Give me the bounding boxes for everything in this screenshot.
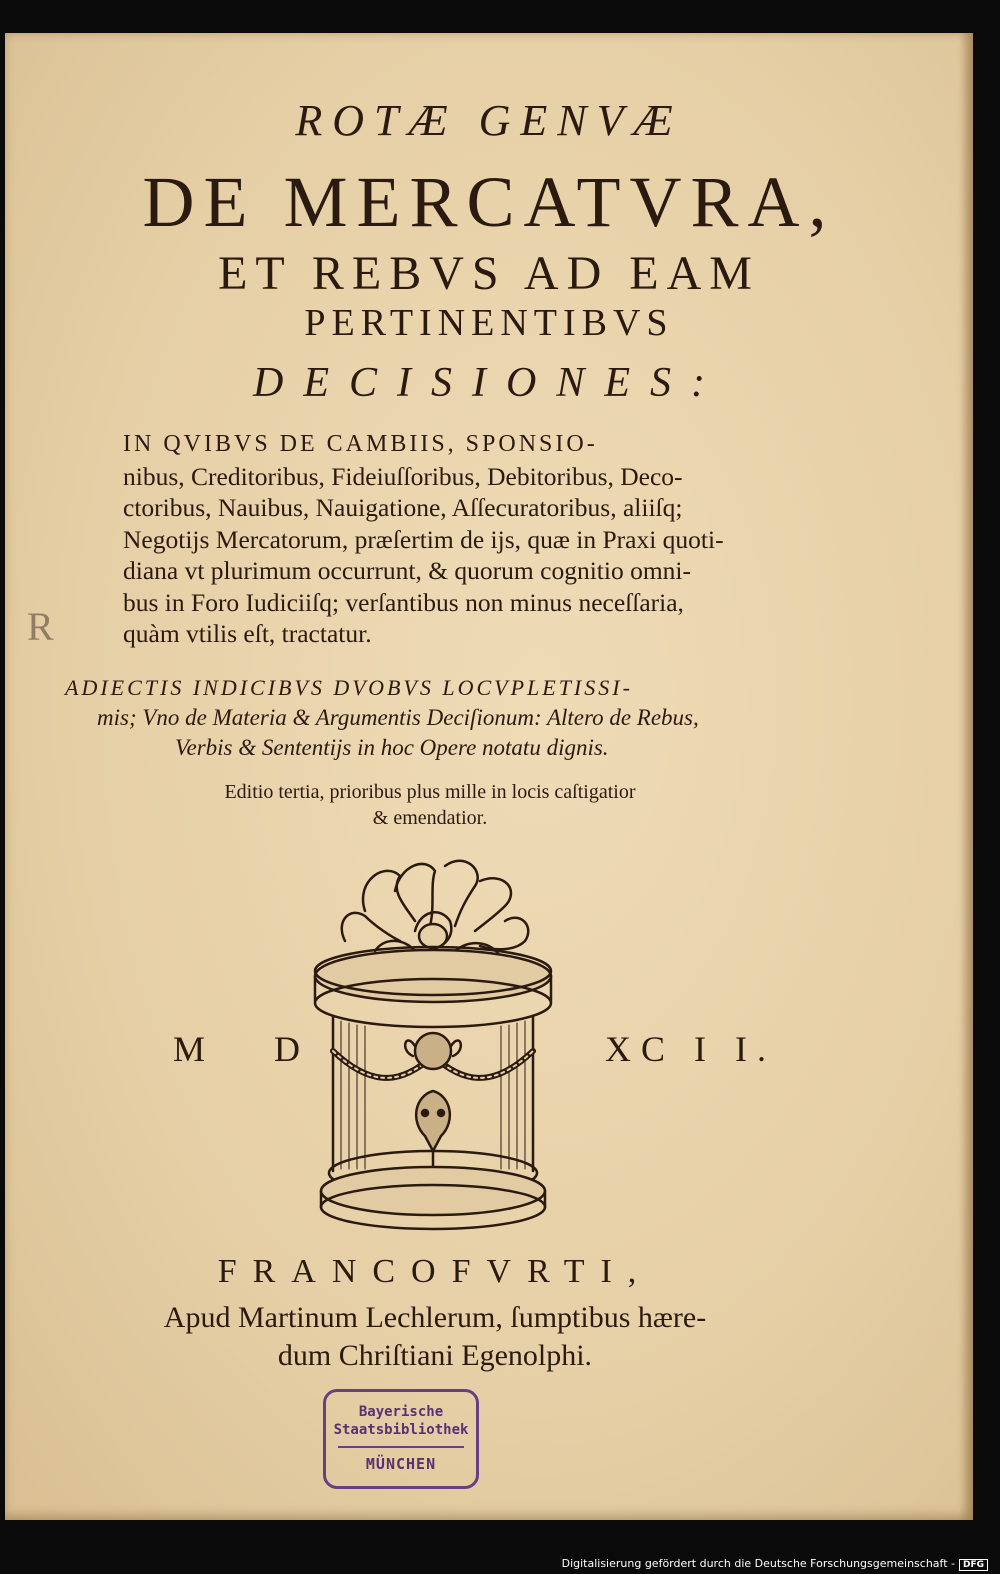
edition-note [5, 779, 855, 831]
imprint-line-1: Apud Martinum Lechlerum, ſumptibus hære- [163, 1301, 707, 1334]
library-stamp [323, 1389, 479, 1489]
description-line: bus in Foro Iudiciiſq; verſantibus non minus neceſſaria, [123, 587, 684, 617]
title-line-1: ROTÆ GENVÆ [295, 96, 683, 145]
description-line: nibus, Creditoribus, Fideiuſſoribus, Debitoribus, Deco- [123, 461, 683, 491]
stamp-line-2: Staatsbibliothek [333, 1422, 469, 1438]
description-line: ctoribus, Nauibus, Nauigatione, Aſſecuratoribus, aliiſq; [123, 493, 683, 522]
description-paragraph [123, 429, 813, 650]
indices-line-2: mis; Vno de Materia & Argumentis Deciſionum: Altero de Rebus, [97, 705, 699, 730]
book-page [5, 33, 973, 1520]
description-line: Negotijs Mercatorum, præſertim de ijs, quæ in Praxi quoti- [123, 524, 724, 554]
margin-handwritten-mark: R [27, 604, 54, 649]
title-line-5: DECISIONES: [253, 360, 725, 406]
title-line-4: PERTINENTIBVS [304, 302, 674, 344]
indices-line-1: ADIECTIS INDICIBVS DVOBVS LOCVPLETISSI- [65, 675, 633, 700]
dfg-logo-icon: DFG [959, 1559, 988, 1571]
edition-line-1: Editio tertia, prioribus plus mille in locis caſtigatior [224, 781, 636, 803]
funding-footer [562, 1557, 988, 1571]
description-line: diana vt plurimum occurrunt, & quorum cognitio omni- [123, 556, 691, 585]
description-line: IN QVIBVS DE CAMBIIS, SPONSIO- [123, 431, 598, 457]
description-line: quàm vtilis eſt, tractatur. [123, 619, 372, 648]
stamp-line-3: MÜNCHEN [365, 1455, 437, 1473]
date-left: M D [173, 1029, 331, 1069]
date-right: XC I I. [605, 1029, 776, 1069]
title-line-3: ET REBVS AD EAM [218, 247, 760, 300]
edition-line-2: & emendatior. [372, 807, 488, 829]
title-line-2: DE MERCATVRA, [142, 162, 836, 242]
imprint-city: FRANCOFVRTI, [217, 1253, 653, 1290]
footer-text: Digitalisierung gefördert durch die Deutsche Forschungsgemeinschaft - [561, 1557, 955, 1570]
stamp-divider [338, 1446, 464, 1448]
imprint-block [5, 1299, 865, 1375]
imprint-line-2: dum Chriſtiani Egenolphi. [277, 1339, 593, 1372]
stamp-line-1: Bayerische [358, 1404, 444, 1420]
indices-line-3: Verbis & Sententijs in hoc Opere notatu dignis. [175, 735, 609, 760]
indices-note [65, 673, 825, 763]
printer-device-altar-icon [305, 851, 565, 1231]
